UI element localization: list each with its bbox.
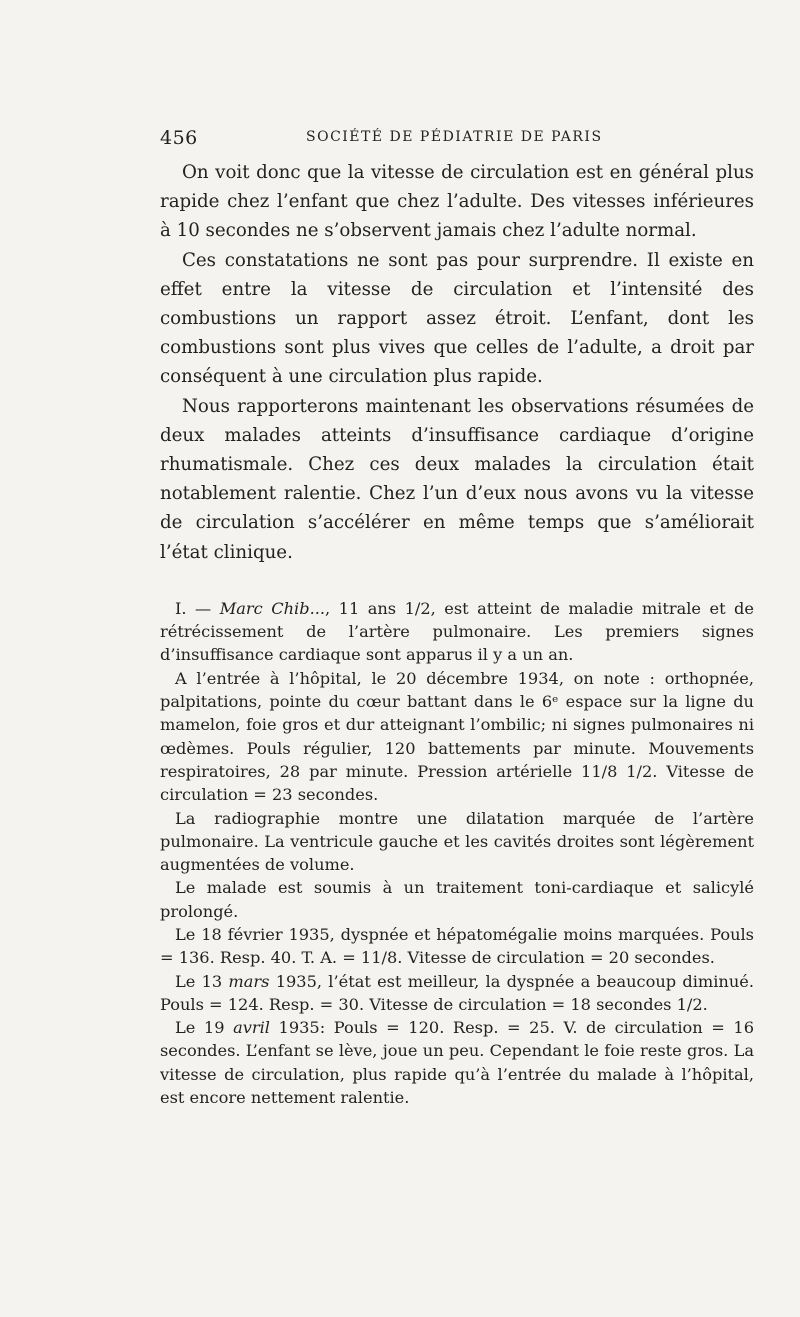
case-number: I. — xyxy=(175,598,220,618)
case-intro-text: , 11 ans 1/2, est atteint de maladie mitrale et de rétrécissement de l’artère pulmonaire. Les premiers signes d’insuffisance cardiaque sont apparus il y a un an. xyxy=(160,598,754,665)
intro-paragraph: On voit donc que la vitesse de circulation est en général plus rapide chez l’enfant que chez l’adulte. Des vitesses inférieures à 10 secondes ne s’observent jamais chez l’adulte normal. xyxy=(160,162,754,242)
radiography-paragraph: La radiographie montre une dilatation marquée de l’artère pulmonaire. La ventricule gauche et les cavités droites sont légèrement augmentées de volume. xyxy=(160,808,754,875)
page-body xyxy=(160,158,754,1109)
intro-paragraph: Ces constatations ne sont pas pour surprendre. Il existe en effet entre la vitesse de circulation et l’intensité des combustions un rapport assez étroit. L’enfant, dont les combustions sont plus vives que celles de l’adulte, a droit par conséquent à une circulation plus rapide. xyxy=(160,249,754,388)
section-spacer xyxy=(160,567,754,597)
journal-title: SOCIÉTÉ DE PÉDIATRIE DE PARIS xyxy=(306,129,603,145)
treatment-paragraph: Le malade est soumis à un traitement toni-cardiaque et salicylé prolongé. xyxy=(160,878,754,921)
april-text: 1935: Pouls = 120. Resp. = 25. V. de circulation = 16 secondes. L’enfant se lève, joue un peu. Cependant le foie reste gros. La vitesse de circulation, plus rapide qu’à l’entrée du malade à l’hôpital, est encore nettement ralentie. xyxy=(160,1018,755,1108)
intro-paragraph: Nous rapporterons maintenant les observations résumées de deux malades atteints d’insuffisance cardiaque d’origine rhumatismale. Chez ces deux malades la circulation était notablement ralentie. Chez l’un d’eux nous avons vu la vitesse de circulation s’accélérer en même temps que s’améliorait l’état clinique. xyxy=(160,395,754,563)
march-month: mars xyxy=(228,971,270,991)
case-intro-paragraph xyxy=(160,597,754,667)
february-paragraph: Le 18 février 1935, dyspnée et hépatomégalie moins marquées. Pouls = 136. Resp. 40. T. A. = 11/8. Vitesse de circulation = 20 secondes. xyxy=(160,925,754,968)
april-date: Le 19 xyxy=(175,1018,234,1038)
march-text: 1935, l’état est meilleur, la dyspnée a beaucoup diminué. Pouls = 124. Resp. = 30. Vitesse de circulation = 18 secondes 1/2. xyxy=(160,971,755,1014)
march-date: Le 13 xyxy=(175,971,229,991)
april-paragraph xyxy=(160,1016,754,1109)
running-head xyxy=(160,127,754,149)
april-month: avril xyxy=(233,1018,270,1038)
march-paragraph xyxy=(160,970,754,1017)
page-number: 456 xyxy=(160,127,198,149)
admission-paragraph: A l’entrée à l’hôpital, le 20 décembre 1934, on note : orthopnée, palpitations, pointe du cœur battant dans le 6ᵉ espace sur la ligne du mamelon, foie gros et dur atteignant l’ombilic; ni signes pulmonaires ni œdèmes. Pouls régulier, 120 battements par minute. Mouvements respiratoires, 28 par minute. Pression artérielle 11/8 1/2. Vitesse de circulation = 23 secondes. xyxy=(160,668,754,805)
patient-name: Marc Chib... xyxy=(219,598,326,618)
